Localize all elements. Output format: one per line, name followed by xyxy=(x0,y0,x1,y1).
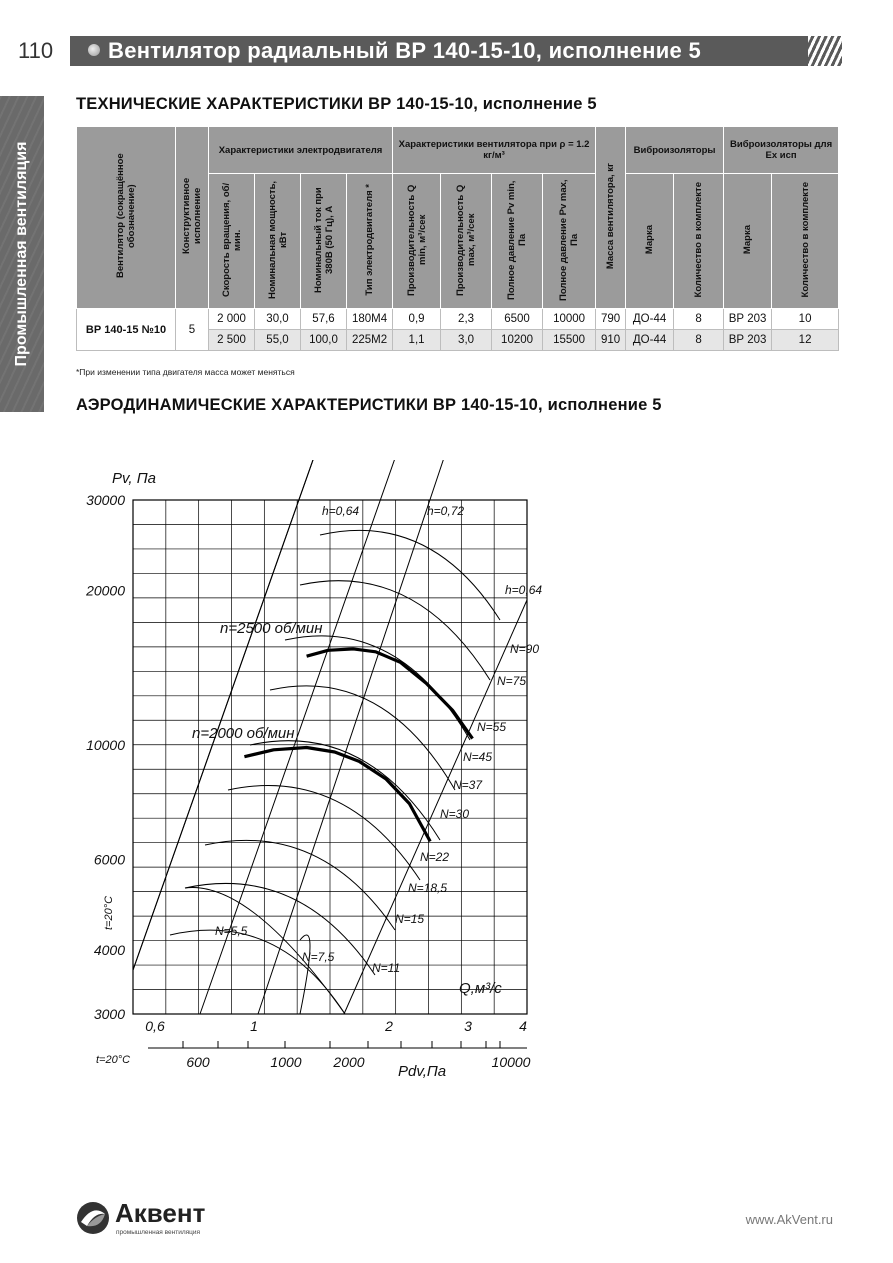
power-label: N=18,5 xyxy=(408,881,448,895)
table-cell: 2,3 xyxy=(441,309,492,330)
th-vib-group: Виброизоляторы xyxy=(626,127,724,174)
table-cell: ДО-44 xyxy=(626,309,674,330)
table-cell: 225M2 xyxy=(347,330,393,351)
th-vib-qty: Количество в комплекте xyxy=(674,174,724,309)
th-current: Номинальный ток при 380В (50 Гц), А xyxy=(301,174,347,309)
efficiency-line xyxy=(133,460,380,970)
th-vibex-group: Виброизоляторы для Ex исп xyxy=(724,127,839,174)
table-cell: 100,0 xyxy=(301,330,347,351)
pdv-tick-label: 10000 xyxy=(491,1054,531,1070)
power-label: N=55 xyxy=(477,720,507,734)
power-label: N=75 xyxy=(497,674,527,688)
page-number: 110 xyxy=(0,36,70,66)
series-label-2500: n=2500 об/мин xyxy=(220,620,323,637)
x-tick-label: 4 xyxy=(519,1018,527,1034)
power-label: N=7,5 xyxy=(302,950,335,964)
efficiency-label: h=0,64 xyxy=(322,504,360,518)
table-cell: 10 xyxy=(772,309,839,330)
logo-icon xyxy=(75,1200,111,1236)
th-vib-brand: Марка xyxy=(626,174,674,309)
power-label: N=11 xyxy=(372,961,401,975)
table-cell: 790 xyxy=(596,309,626,330)
pdv-axis-label: Pdv,Па xyxy=(398,1063,447,1080)
th-q-min: Производительность Q min, м³/сек xyxy=(393,174,441,309)
page-header xyxy=(0,36,842,66)
table-cell: 30,0 xyxy=(255,309,301,330)
temperature-label-bottom: t=20°C xyxy=(96,1054,131,1066)
table-cell: 8 xyxy=(674,330,724,351)
table-cell: 8 xyxy=(674,309,724,330)
power-label: N=5,5 xyxy=(215,924,248,938)
table-cell: 2 500 xyxy=(209,330,255,351)
series-line-0 xyxy=(307,649,473,739)
speed-curve-hidden xyxy=(200,972,300,1014)
table-cell: 180M4 xyxy=(347,309,393,330)
efficiency-label: h=0,64 xyxy=(505,583,543,597)
table-cell: 55,0 xyxy=(255,330,301,351)
sidebar-label: Промышленная вентиляция xyxy=(13,141,30,367)
table-cell: 57,6 xyxy=(301,309,347,330)
bullet-icon xyxy=(88,44,100,56)
th-fan: Вентилятор (сокращённое обозначение) xyxy=(77,127,176,309)
power-label: N=37 xyxy=(453,778,483,792)
website-link[interactable]: www.AkVent.ru xyxy=(745,1212,833,1227)
pdv-tick-label: 2000 xyxy=(333,1054,365,1070)
y-tick-label: 3000 xyxy=(93,1006,125,1022)
th-vibex-qty: Количество в комплекте xyxy=(772,174,839,309)
stripes-decoration xyxy=(808,36,842,66)
footnote: *При изменении типа двигателя масса может меняться xyxy=(76,367,295,377)
table-cell: 0,9 xyxy=(393,309,441,330)
y-tick-label: 20000 xyxy=(86,582,125,599)
th-motor-group: Характеристики электродвигателя xyxy=(209,127,393,174)
series-line-1 xyxy=(244,748,430,842)
table-cell: ДО-44 xyxy=(626,330,674,351)
th-construction: Конструктивное исполнение xyxy=(176,127,209,309)
y-axis-label: Pv, Па xyxy=(112,470,156,487)
power-label: N=30 xyxy=(440,807,470,821)
table-cell: 15500 xyxy=(543,330,596,351)
aero-chart xyxy=(0,460,893,1160)
sidebar-tab xyxy=(0,96,44,412)
speed-curve xyxy=(170,930,345,1014)
th-pv-max: Полное давление Pv max, Па xyxy=(543,174,596,309)
table-cell: ВР 203 xyxy=(724,309,772,330)
cell-construction: 5 xyxy=(176,309,209,351)
temperature-label: t=20°C xyxy=(103,895,115,930)
x-tick-label: 2 xyxy=(385,1018,393,1034)
table-cell: 3,0 xyxy=(441,330,492,351)
th-fan-group: Характеристики вентилятора при ρ = 1.2 кг/м³ xyxy=(393,127,596,174)
brand-logo xyxy=(75,1198,206,1241)
x-axis-label: Q,м³/с xyxy=(459,980,502,997)
table-cell: ВР 203 xyxy=(724,330,772,351)
table-row xyxy=(77,309,839,330)
power-label: N=90 xyxy=(510,642,540,656)
cell-model: ВР 140-15 №10 xyxy=(77,309,176,351)
section-title-aero: АЭРОДИНАМИЧЕСКИЕ ХАРАКТЕРИСТИКИ ВР 140-15-10, исполнение 5 xyxy=(76,396,662,414)
x-tick-label: 0,6 xyxy=(145,1018,165,1034)
power-label: N=15 xyxy=(395,912,425,926)
th-power: Номинальная мощность, кВт xyxy=(255,174,301,309)
efficiency-label: h=0,72 xyxy=(427,504,465,518)
power-label: N=45 xyxy=(463,750,493,764)
table-cell: 6500 xyxy=(492,309,543,330)
y-tick-label: 30000 xyxy=(86,492,125,508)
y-tick-label: 10000 xyxy=(86,737,125,754)
pdv-tick-label: 600 xyxy=(186,1054,210,1070)
table-cell: 10000 xyxy=(543,309,596,330)
brand-name: Аквент xyxy=(115,1198,206,1228)
page-title: Вентилятор радиальный ВР 140-15-10, исполнение 5 xyxy=(108,38,702,63)
th-q-max: Производительность Q max, м³/сек xyxy=(441,174,492,309)
th-speed: Скорость вращения, об/мин. xyxy=(209,174,255,309)
speed-curve xyxy=(228,786,420,880)
brand-subtitle: промышленная вентиляция xyxy=(116,1229,201,1236)
power-label: N=22 xyxy=(420,850,450,864)
x-tick-label: 3 xyxy=(464,1018,472,1034)
table-cell: 10200 xyxy=(492,330,543,351)
table-cell: 910 xyxy=(596,330,626,351)
table-cell: 12 xyxy=(772,330,839,351)
system-line xyxy=(133,460,380,970)
th-mass: Масса вентилятора, кг xyxy=(596,127,626,309)
table-cell: 1,1 xyxy=(393,330,441,351)
spec-table xyxy=(76,126,839,351)
x-tick-label: 1 xyxy=(250,1018,258,1034)
speed-curve xyxy=(205,840,395,930)
th-vibex-brand: Марка xyxy=(724,174,772,309)
speed-curve xyxy=(320,530,500,620)
speed-curve xyxy=(185,883,375,975)
section-title-specs: ТЕХНИЧЕСКИЕ ХАРАКТЕРИСТИКИ ВР 140-15-10, исполнение 5 xyxy=(76,95,597,113)
series-label-2000: n=2000 об/мин xyxy=(192,725,295,742)
speed-curve xyxy=(300,935,310,1014)
y-tick-label: 6000 xyxy=(93,851,125,868)
table-cell: 2 000 xyxy=(209,309,255,330)
pdv-tick-label: 1000 xyxy=(270,1054,302,1070)
th-pv-min: Полное давление Pv min, Па xyxy=(492,174,543,309)
y-tick-label: 4000 xyxy=(93,941,125,958)
th-motor-type: Тип электродвигателя * xyxy=(347,174,393,309)
system-line xyxy=(344,600,527,1014)
